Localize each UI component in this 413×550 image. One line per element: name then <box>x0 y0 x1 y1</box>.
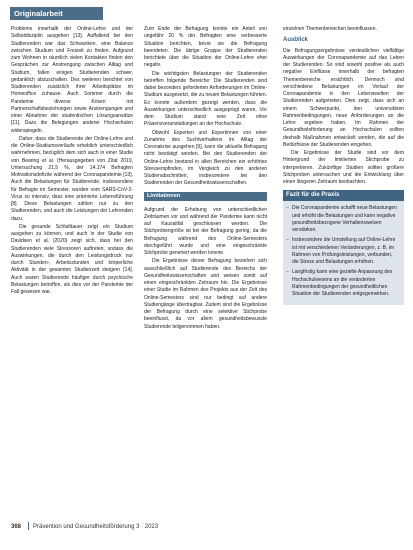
page-number: 368 <box>11 524 22 530</box>
paragraph: Die Ergebnisse der Studie sind vor dem Hintergrund der limitierten Stichprobe zu interpretieren. Zukünftige Studien sollten größere Stichproben untersuchen und die Entwicklung über einen längeren Zeitraum beobachten. <box>283 150 404 185</box>
paragraph: Die Befragungsergebnisse verdeutlichen vielfältige Auswirkungen der Coronapandemie auf das Leben der Studierenden. So sind sowohl positive als auch negative Einflüsse innerhalb der befragten Themenbereiche ersichtlich. Dennoch sind verschiedene Belastungen im Verlauf der Coronapandemie in den Lebenswelten der Studierenden aufgetreten. Dies zeigt, dass sich an einem Schwerpunkt, den universitären Rahmenbedingungen, neue Anforderungen an die Lehre ergeben haben. Im Rahmen der Gesundheitsförderung an Hochschulen sollten deshalb Maßnahmen entwickelt werden, die auf die Bedürfnisse der Studierenden eingehen. <box>283 47 404 148</box>
list-item: – Langfristig kann eine gezielte Anpassung des Hochschulwesens an die veränderten Rahmenbedingungen der gesundheitlichen Situation der Studierenden entgegenwirken. <box>292 269 400 298</box>
text-column-2 <box>144 26 267 332</box>
paragraph: Daher, dass die Studierende der Online-Lehre und die Online-Studiumsverläufe erheblich unterschiedlich wahrnehmen, bezüglich dem sich auch in einer Studie von Bearing et al. (Herausgegeben von Zitat 2019, Untersuchung 21,5 %, der 14.174 Befragten Motivationsdefizite während der Coronapandemie [13]. Auch die Belastungen für Studierende, insbesondere für Befragte im Semester, wurden vom SARS-CoV-2-Virus so intensiv, dass eine prämierte Lebensführung [8]. Diese Belastungen zählen nur zu den Studierenden, und auch die Leistungen der Lehrenden dazu. <box>11 135 133 222</box>
page-footer <box>11 522 311 532</box>
list-item: – Die Coronapandemie schafft neue Belastungen und erhöht die Belastungen und kann negative gesundheitsbezogene Verhaltensweisen verstärken. <box>292 205 400 234</box>
paragraph: Die Ergebnisse dieser Befragung beziehen sich ausschließlich auf Studierende des Bereichs der Gesundheitswissenschaften und weisen somit auf einen eingeschränkten Zeitraum hin. Die Ergebnisse einer Studie im Rahmen des Projekts aus der Zeit des Online-Semesters sind nur bedingt auf andere Studiengänge übertragbar. Zudem sind die Ergebnisse der Befragung durch eine selektive Stichprobe beeinflusst, da vor allem gesundheitsbewusste Studierende teilgenommen haben. <box>144 258 267 330</box>
paragraph: Obwohl Experten und Expertinnen von einer Zunahme des Suchtverhaltens im Alltag der Coronakrise ausgehen [9], kann die aktuelle Befragung nicht bestätigt werden. Bei den Studierenden der Online-Lehre bestand in allen Bereichen ein erhöhtes Stressempfinden, im Vergleich zu den anderen Studienabschnitten, insbesondere bei den Studierenden der Gesundheitswissenschaften. <box>144 129 267 187</box>
practice-summary-title: Fazit für die Praxis <box>283 190 404 201</box>
paragraph: Problems innerhalb der Online-Lehre und der Selbstdisziplin ausgehen [13]. Auffallend bei den Studierenden war das Schwanken, eine Balance zwischen Studium und Freizeit zu finden. Aufgrund zum Wohnen in räumlich vielen Kontakten finden den Gesprächen zur Anstrengung zwischen Alltag und Studium, fallen einigen Studierenden schwer, gedanklich abzuschalten. Des weiteren berichtet von Studierenden zusätzlich ihrer Arbeitsplätze im Homeoffice zuhause. Auch Sommer durch die Pandemie diverse Krisen mit Partnerschaftsbeziehungen sowie Anstrengungen und einer Abnahme der studentischen Lösungsansätze [11]. Dazu die Belegungen anderer Hochschulen widerspiegeln. <box>11 26 133 134</box>
section-heading-outlook: Ausblick <box>283 37 309 44</box>
list-item: – Insbesondere die Umstellung auf Online-Lehre ist mit verschiedenen Veränderungen, z. B. im Rahmen von Prüfungsleistungen, verbunden, die Stress und Belastungen erhöhen. <box>292 237 400 266</box>
footer-divider <box>28 522 29 530</box>
paragraph: einzelnen Themenbereichen beeinflussen. <box>283 26 377 32</box>
practice-summary-box <box>283 190 404 305</box>
paragraph: Die wichtigsten Belastungen der Studierenden betreffen folgende Bereiche: Die Studierenden sind dabei besonders geforderten Anforderungen im Online-Studium ausgesetzt, die zu neuen Belastungen führten. Es konnte außerdem gezeigt werden, dass die Auswirkungen unterschiedlich ausgeprägt waren. Vor dem Studium stand eine Zeit ohne Präsenzveranstaltungen an der Hochschule. <box>144 70 267 128</box>
text-column-1 <box>11 26 133 297</box>
article-type-label: Originalarbeit <box>10 7 103 20</box>
text-column-3 <box>283 26 404 305</box>
paragraph: Aufgrund der Erhebung von unterschiedlichen Zeiträumen vor und während der Pandemie kann nicht auf Kausalität geschlossen werden. Die Stichprobengröße ist bei der Befragung gering, da die Befragung während des Online-Semesters durchgeführt wurde und eine eingeschränkte Stichprobe generiert werden konnte. <box>144 206 267 256</box>
practice-summary-list <box>283 205 404 298</box>
paragraph: Die gesunde Schlafdauer zeigt ein Studium ausgehen zu können, und auch in der Studie von Davidsen et al. (2020) zeigt sich, dass bei den Studierenden viele Stressoren auftreten, sodass die Auswirkungen, die durch den Leistungsdruck nur durch Stunden-, Arbeitsstunden und körperliche Aktivität in der gesamten Studienzeit steigern [14]. Auch waren Studierende häufiger durch psychische Belastungen betroffen, als dies vor der Pandemie der Fall gewesen war. <box>11 223 133 295</box>
paragraph: Zum Ende der Befragung konnte ein Anteil von ungefähr 20 % der Befragten eine verbesserte Situation berichten, bevor sie die Befragung beendeten. Die übrige Gruppe der Studierenden berichtete über die Situation der Online-Lehre eher negativ. <box>144 26 267 69</box>
section-heading-limitations: Limitationen <box>144 192 267 201</box>
journal-citation: Prävention und Gesundheitsförderung 3 · 2023 <box>33 524 159 530</box>
